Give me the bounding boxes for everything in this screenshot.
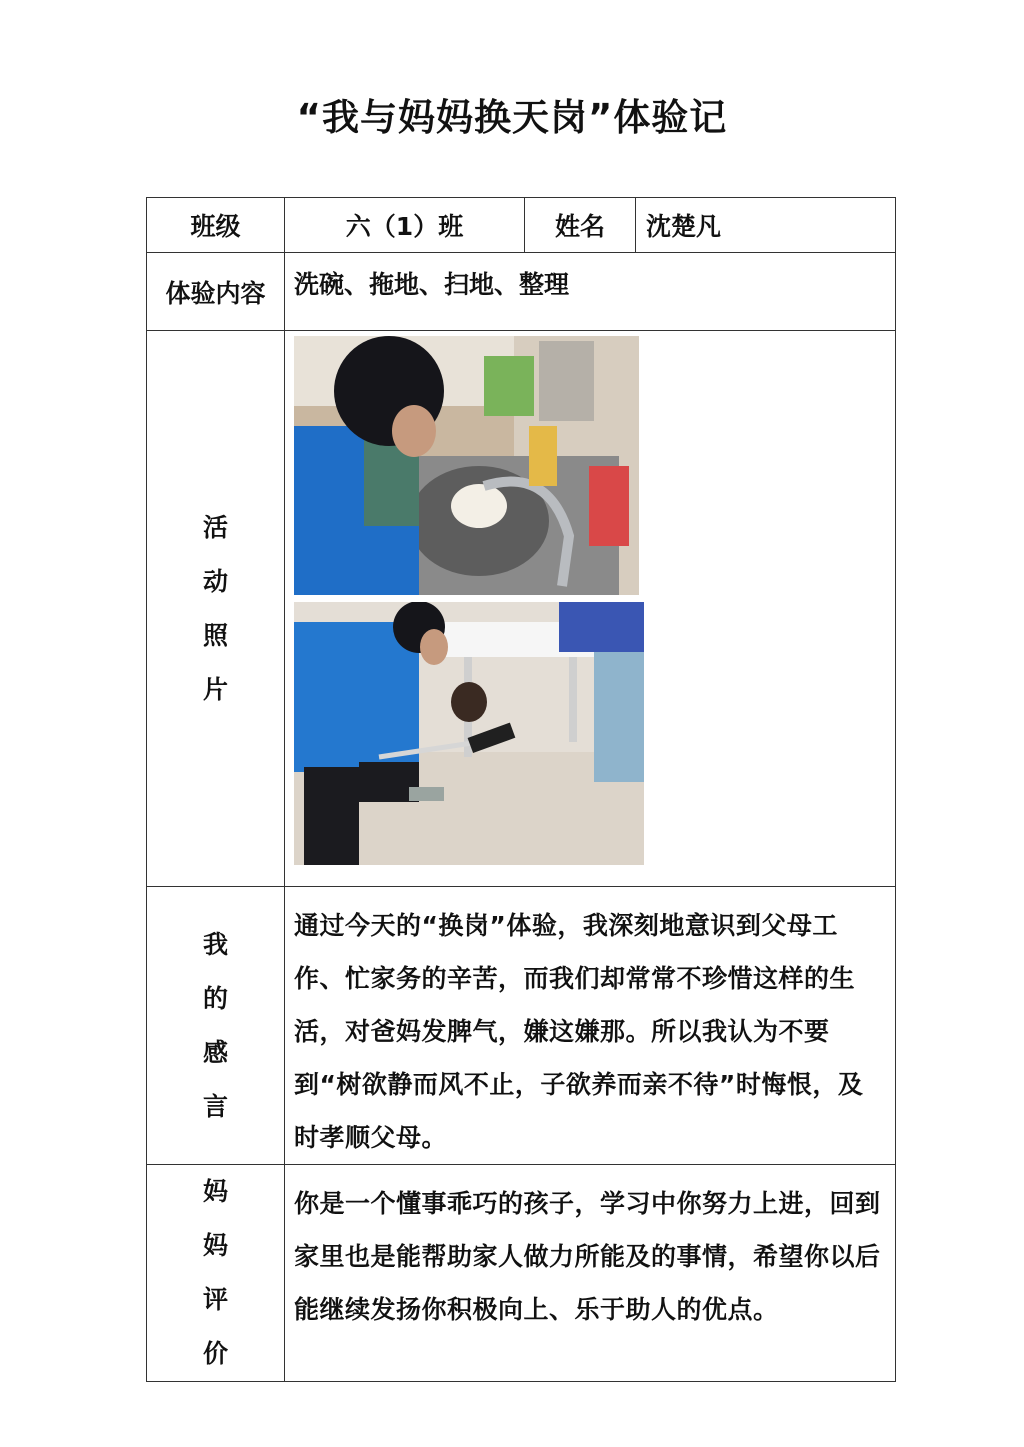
- mom-comment-row: [147, 1165, 896, 1382]
- info-row: [147, 198, 896, 253]
- class-value: 六（1）班: [285, 198, 525, 253]
- name-value: 沈楚凡: [636, 198, 896, 253]
- experience-form-table: [146, 197, 896, 1382]
- feeling-label-char: 感: [202, 1037, 228, 1067]
- photos-row: [147, 331, 896, 887]
- photos-label-char: 照: [202, 620, 228, 650]
- feeling-label-char: 我: [202, 929, 228, 959]
- feeling-label-char: 的: [202, 983, 228, 1013]
- mom-comment-label-char: 评: [202, 1285, 228, 1314]
- class-label: 班级: [147, 198, 285, 253]
- feeling-label-char: 言: [202, 1091, 228, 1121]
- mom-comment-label-char: 妈: [202, 1177, 228, 1206]
- dishwashing-photo: [294, 336, 639, 595]
- mom-comment-label-char: 价: [202, 1339, 228, 1368]
- content-label: 体验内容: [147, 253, 285, 331]
- mom-comment-label: [147, 1165, 285, 1382]
- photos-label-char: 活: [202, 512, 228, 542]
- content-row: [147, 253, 896, 331]
- photos-label: [147, 331, 285, 887]
- feeling-text: 通过今天的“换岗”体验，我深刻地意识到父母工作、忙家务的辛苦，而我们却常常不珍惜这样的生活，对爸妈发脾气，嫌这嫌那。所以我认为不要到“树欲静而风不止，子欲养而亲不待”时悔恨，及时孝顺父母。: [285, 887, 896, 1165]
- content-value: 洗碗、拖地、扫地、整理: [285, 253, 896, 331]
- mom-comment-label-char: 妈: [202, 1231, 228, 1260]
- feeling-label: [147, 887, 285, 1165]
- document-title: “我与妈妈换天岗”体验记: [296, 96, 728, 139]
- photos-label-char: 片: [202, 674, 228, 704]
- photos-cell: [285, 331, 896, 887]
- mopping-photo: [294, 602, 644, 865]
- mom-comment-text: 你是一个懂事乖巧的孩子，学习中你努力上进，回到家里也是能帮助家人做力所能及的事情，希望你以后能继续发扬你积极向上、乐于助人的优点。: [285, 1165, 896, 1382]
- name-label: 姓名: [525, 198, 636, 253]
- feeling-row: [147, 887, 896, 1165]
- photos-label-char: 动: [202, 566, 228, 596]
